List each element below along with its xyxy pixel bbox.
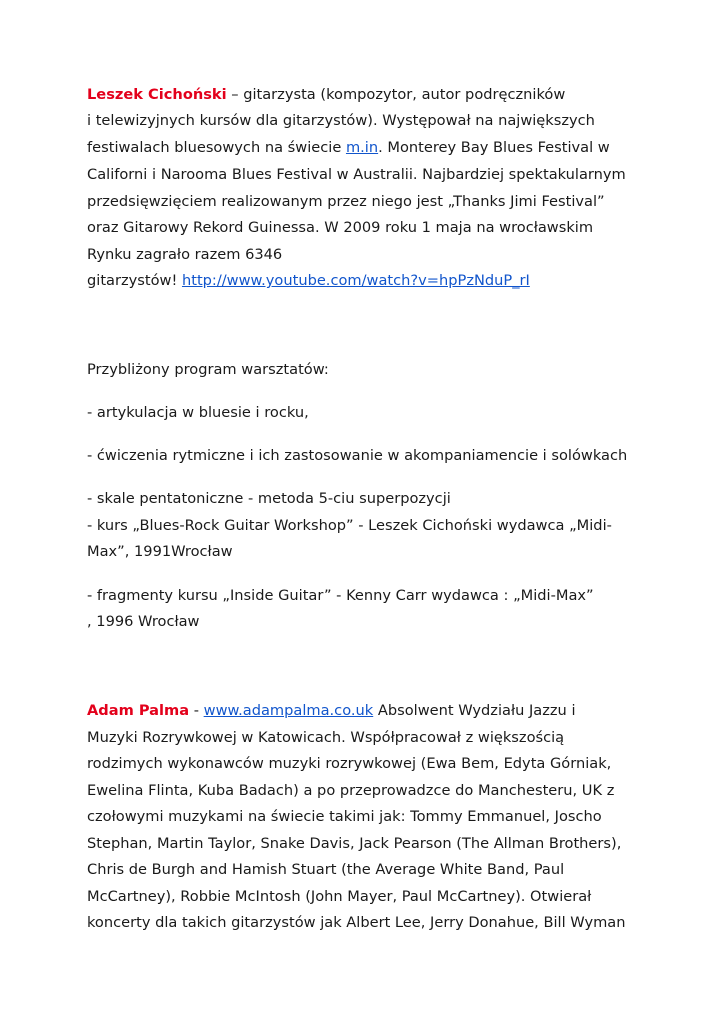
bio-line: rodzimych wykonawców muzyki rozrywkowej (Ewa Bem, Edyta Górniak, [87,755,612,772]
bio-line: i telewizyjnych kursów dla gitarzystów). Występował na największych [87,112,595,129]
bio-line: oraz Gitarowy Rekord Guinessa. W 2009 roku 1 maja na wrocławskim [87,219,594,236]
program-item: - fragmenty kursu „Inside Guitar” - Kenny Carr wydawca : „Midi-Max” [87,587,594,604]
bio-line: Californi i Narooma Blues Festival w Australii. Najbardziej spektakularnym [87,166,626,183]
bio-line: Muzyki Rozrywkowej w Katowicach. Współpracował z większością [87,729,565,746]
bio-line: Chris de Burgh and Hamish Stuart (the Average White Band, Paul [87,861,565,878]
program-item: - kurs „Blues-Rock Guitar Workshop” - Leszek Cichoński wydawca „Midi- [87,517,612,534]
bio-line: Adam Palma - www.adampalma.co.uk Absolwent Wydziału Jazzu i [87,702,576,719]
author-name-cichonski: Leszek Cichoński [87,86,227,103]
bio-line: Rynku zagrało razem 6346 [87,246,283,263]
min-link[interactable]: m.in [345,139,379,156]
bio-line: czołowymi muzykami na świecie takimi jak: Tommy Emmanuel, Joscho [87,808,602,825]
bio-line: Leszek Cichoński – gitarzysta (kompozytor, autor podręczników [87,86,566,103]
bio-line: gitarzystów! http://www.youtube.com/watch?v=hpPzNduP_rI [87,272,530,289]
bio-line: Ewelina Flinta, Kuba Badach) a po przeprowadzce do Manchesteru, UK z [87,782,615,799]
bio-line: koncerty dla takich gitarzystów jak Albert Lee, Jerry Donahue, Bill Wyman [87,914,626,931]
bio-line: przedsięwzięciem realizowanym przez niego jest „Thanks Jimi Festival” [87,193,605,210]
bio-line: festiwalach bluesowych na świecie m.in. Monterey Bay Blues Festival w [87,139,610,156]
youtube-link[interactable]: http://www.youtube.com/watch?v=hpPzNduP_rI [181,272,530,289]
adampalma-link[interactable]: www.adampalma.co.uk [203,702,374,719]
bio-line: Stephan, Martin Taylor, Snake Davis, Jack Pearson (The Allman Brothers), [87,835,622,852]
program-item: - artykulacja w bluesie i rocku, [87,404,309,421]
author-name-palma: Adam Palma [87,702,190,719]
bio-line: McCartney), Robbie McIntosh (John Mayer, Paul McCartney). Otwierał [87,888,592,905]
program-item: - ćwiczenia rytmiczne i ich zastosowanie w akompaniamencie i solówkach [87,447,628,464]
program-item: , 1996 Wrocław [87,613,200,630]
program-item: Max”, 1991Wrocław [87,543,233,560]
program-item: - skale pentatoniczne - metoda 5-ciu superpozycji [87,490,451,507]
program-heading: Przybliżony program warsztatów: [87,361,329,378]
